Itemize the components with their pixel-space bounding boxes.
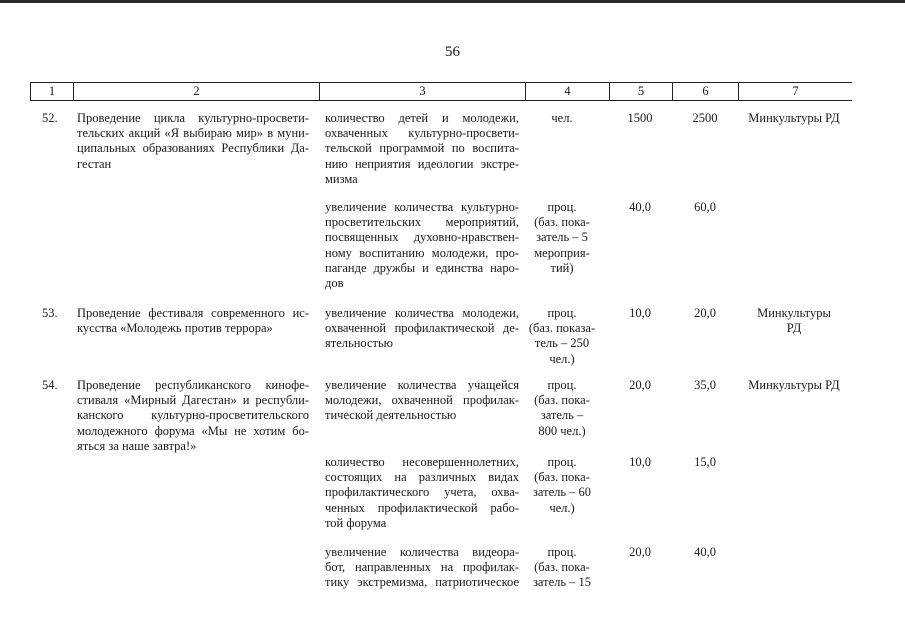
responsible-line: Минкультуры РД <box>748 378 840 392</box>
event-cell <box>77 378 309 454</box>
unit-line: затель – 5 <box>536 230 588 245</box>
value-col5: 1500 <box>627 111 653 125</box>
header-col-2: 2 <box>73 83 319 100</box>
table-header-row <box>30 82 852 101</box>
responsible-cell <box>735 306 853 336</box>
value-col6: 35,0 <box>694 378 716 392</box>
value-col6: 20,0 <box>694 306 716 320</box>
responsible-line: РД <box>786 321 802 336</box>
unit-line: (баз. пока- <box>534 215 590 230</box>
unit-cell <box>525 455 599 516</box>
row-number: 52. <box>42 111 58 125</box>
value-col5: 10,0 <box>629 455 651 469</box>
indicator-line: тельской программой по воспита- <box>325 141 519 156</box>
event-line: канского культурно-просветительского <box>77 408 309 423</box>
indicator-line: дов <box>325 276 344 291</box>
unit-cell <box>525 200 599 276</box>
header-col-7: 7 <box>738 83 852 100</box>
unit-cell <box>525 378 599 439</box>
event-cell <box>77 306 309 336</box>
unit-line: (баз. показа- <box>528 321 596 336</box>
unit-cell <box>525 111 599 126</box>
indicator-line: паганде дружбы и единства наро- <box>325 260 519 275</box>
indicator-line: просветительских мероприятий, <box>325 215 519 230</box>
unit-line: затель – <box>540 408 584 423</box>
unit-line: проц. <box>547 545 577 559</box>
indicator-line: профилактического учета, охва- <box>325 485 519 500</box>
value-col6: 2500 <box>692 111 718 125</box>
event-line: яться за наше завтра!» <box>77 438 197 453</box>
indicator-cell <box>325 111 519 187</box>
page-number: 56 <box>445 44 460 60</box>
value-col6: 40,0 <box>694 545 716 559</box>
unit-line: (баз. пока- <box>534 393 590 408</box>
responsible-cell <box>735 111 853 126</box>
indicator-line: увеличение количества видеора- <box>325 545 519 559</box>
indicator-line: молодежи, охваченной профилак- <box>325 393 519 408</box>
indicator-line: ченных профилактической рабо- <box>325 500 519 515</box>
event-line: гестан <box>77 156 112 171</box>
indicator-line: количество детей и молодежи, <box>325 111 519 125</box>
indicator-cell <box>325 306 519 352</box>
value-col5: 10,0 <box>629 306 651 320</box>
indicator-line: посвященных духовно-нравствен- <box>325 230 519 245</box>
value-col5: 20,0 <box>629 378 651 392</box>
indicator-line: количество несовершеннолетних, <box>325 455 519 469</box>
unit-line: чел.) <box>549 500 575 515</box>
unit-line: (баз. пока- <box>534 560 590 575</box>
header-col-1: 1 <box>30 83 73 100</box>
event-line: Проведение фестиваля современного ис- <box>77 306 309 320</box>
unit-line: тель – 250 <box>534 336 590 351</box>
event-line: кусства «Молодежь против террора» <box>77 321 273 336</box>
unit-cell <box>525 545 599 591</box>
unit-line: 800 чел.) <box>538 423 586 438</box>
header-col-4: 4 <box>525 83 609 100</box>
unit-line: проц. <box>547 200 577 214</box>
indicator-line: тической деятельностью <box>325 408 457 423</box>
unit-line: затель – 60 <box>532 485 592 500</box>
event-line: тельских акций «Я выбираю мир» в муни- <box>77 126 309 141</box>
unit-line: проц. <box>547 378 577 392</box>
indicator-line: увеличение количества культурно- <box>325 200 519 214</box>
scan-top-edge <box>0 0 905 3</box>
event-line: Проведение республиканского кинофе- <box>77 378 309 392</box>
indicator-line: той форума <box>325 515 387 530</box>
header-col-3: 3 <box>319 83 525 100</box>
indicator-line: тику экстремизма, патриотическое <box>325 575 519 590</box>
indicator-line: увеличение количества молодежи, <box>325 306 519 320</box>
indicator-cell <box>325 545 519 591</box>
responsible-line: Минкультуры РД <box>748 111 840 125</box>
row-number: 53. <box>42 306 58 320</box>
value-col6: 15,0 <box>694 455 716 469</box>
event-line: Проведение цикла культурно-просвети- <box>77 111 309 125</box>
responsible-line: Минкультуры <box>757 306 831 320</box>
event-line: ципальных образованиях Республики Да- <box>77 141 309 156</box>
unit-cell <box>525 306 599 367</box>
event-line: стиваля «Мирный Дагестан» и республи- <box>77 393 309 408</box>
indicator-line: нию неприятия идеологии экстре- <box>325 156 519 171</box>
indicator-line: охваченной профилактической де- <box>325 321 519 336</box>
event-cell <box>77 111 309 172</box>
unit-line: тий) <box>550 260 574 275</box>
indicator-cell <box>325 378 519 424</box>
indicator-cell <box>325 200 519 291</box>
responsible-cell <box>735 378 853 393</box>
row-number: 54. <box>42 378 58 392</box>
unit-line: затель – 15 <box>532 575 592 590</box>
indicator-line: ятельностью <box>325 336 393 351</box>
unit-line: (баз. пока- <box>534 470 590 485</box>
header-col-6: 6 <box>672 83 738 100</box>
indicator-cell <box>325 455 519 531</box>
indicator-line: охваченных культурно-просвети- <box>325 126 519 141</box>
unit-line: проц. <box>547 455 577 469</box>
indicator-line: увеличение количества учащейся <box>325 378 519 392</box>
event-line: молодежного форума «Мы не хотим бо- <box>77 423 309 438</box>
indicator-line: бот, направленных на профилак- <box>325 560 519 575</box>
value-col5: 20,0 <box>629 545 651 559</box>
unit-line: чел. <box>551 111 573 125</box>
indicator-line: мизма <box>325 171 358 186</box>
indicator-line: ному воспитанию молодежи, про- <box>325 245 519 260</box>
value-col5: 40,0 <box>629 200 651 214</box>
indicator-line: состоящих на различных видах <box>325 470 519 485</box>
unit-line: чел.) <box>549 351 575 366</box>
value-col6: 60,0 <box>694 200 716 214</box>
unit-line: проц. <box>547 306 577 320</box>
header-col-5: 5 <box>609 83 672 100</box>
unit-line: мероприя- <box>534 245 590 260</box>
